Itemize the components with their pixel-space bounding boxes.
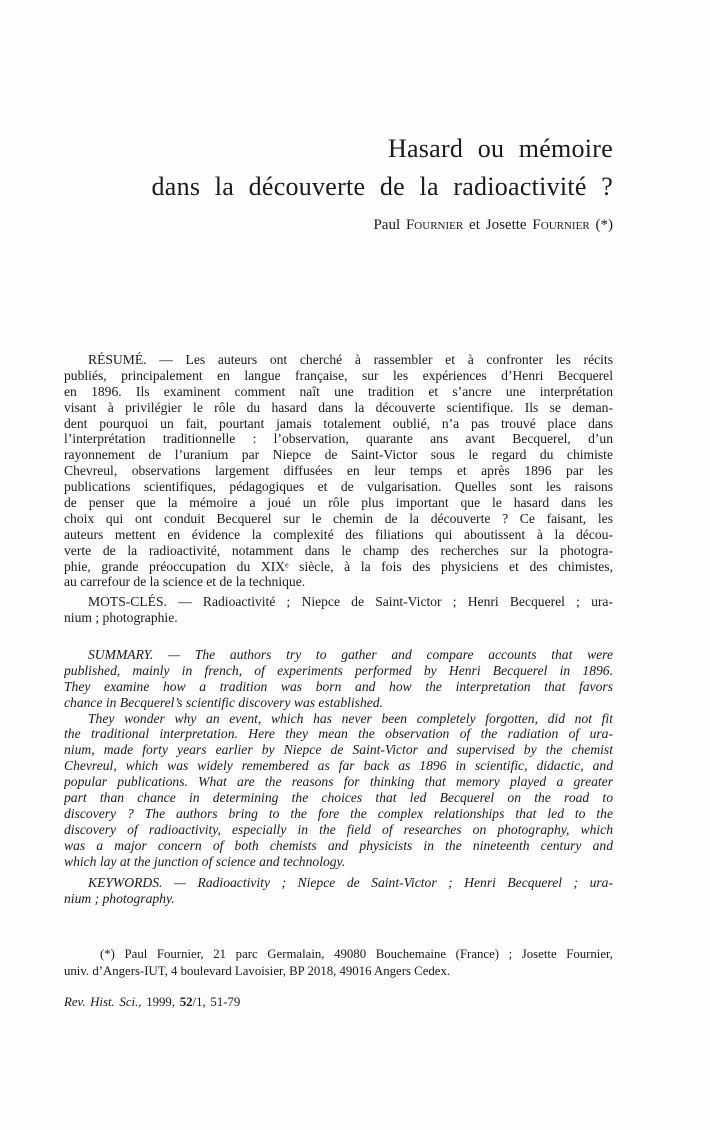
text-line: rayonnement de l’uranium par Niepce de Saint-Victor sous le regard du chimiste <box>64 447 613 463</box>
text-line: univ. d’Angers-IUT, 4 boulevard Lavoisier, BP 2018, 49016 Angers Cedex. <box>64 964 451 978</box>
text-line: visant à privilégier le rôle du hasard dans la découverte scientifique. Ils se deman- <box>64 399 613 415</box>
text-line: l’interprétation traditionnelle : l’observation, quarante ans avant Becquerel, d’un <box>64 431 613 447</box>
author-1-given-name: Paul <box>373 217 406 233</box>
journal-year: 1999, <box>141 995 180 1009</box>
text-line: phie, grande préoccupation du XIXᵉ siècle, à la fois des physiciens et des chimistes, <box>64 558 613 574</box>
article-title <box>64 130 613 206</box>
text-line: KEYWORDS. — Radioactivity ; Niepce de Saint-Victor ; Henri Becquerel ; ura- <box>88 875 613 890</box>
text-line: en 1896. Ils examinent comment naît une tradition et s’ancre une interprétation <box>64 383 613 399</box>
text-line: Chevreul, observations largement diffusées en leur temps et après 1896 par les <box>64 463 613 479</box>
resume-section <box>64 352 613 590</box>
keywords-section <box>64 875 613 907</box>
text-line: the traditional interpretation. Here they mean the observation of the radiation of ura- <box>64 726 613 742</box>
summary-section <box>64 647 613 869</box>
summary-paragraph-2 <box>64 711 613 870</box>
text-line: publiés, principalement en langue française, sur les expériences d’Henri Becquerel <box>64 367 613 383</box>
author-1-surname: Fournier <box>405 217 464 233</box>
text-line: nium ; photography. <box>64 890 175 906</box>
article-title-line-2: dans la découverte de la radioactivité ? <box>151 172 613 201</box>
text-line: publications scientifiques, pédagogiques et de vulgarisation. Quelles sont les raisons <box>64 479 613 495</box>
text-line: de penser que la mémoire a joué un rôle plus important que le hasard dans les <box>64 495 613 511</box>
text-line: chance in Becquerel’s scientific discovery was established. <box>64 694 383 710</box>
text-line: discovery of radioactivity, especially in the field of researches on photography, which <box>64 821 613 837</box>
text-line: discovery ? The authors bring to the fore the complex relationships that led to the <box>64 805 613 821</box>
text-line: dent pourquoi un fait, pourtant jamais totalement oublié, n’a pas trouvé place dans <box>64 415 613 431</box>
text-line: (*) Paul Fournier, 21 parc Germalain, 49080 Bouchemaine (France) ; Josette Fournier, <box>100 947 613 961</box>
footnote <box>64 946 613 980</box>
text-line: SUMMARY. — The authors try to gather and compare accounts that were <box>88 647 613 662</box>
mots-cles-section <box>64 594 613 626</box>
text-line: au carrefour de la science et de la technique. <box>64 574 306 590</box>
summary-paragraph-1 <box>64 647 613 711</box>
journal-issue-pages: /1, 51-79 <box>192 995 241 1009</box>
text-line: which lay at the junction of science and technology. <box>64 853 346 869</box>
text-line: verte de la radioactivité, notamment dans le champ des recherches sur la photogra- <box>64 542 613 558</box>
text-line: choix qui ont conduit Becquerel sur le chemin de la découverte ? Ce faisant, les <box>64 510 613 526</box>
authors-line <box>64 217 613 234</box>
text-line: nium, made forty years earlier by Niepce de Saint-Victor and supervised by the chemist <box>64 742 613 758</box>
article-title-line-1: Hasard ou mémoire <box>387 134 613 163</box>
text-line: RÉSUMÉ. — Les auteurs ont cherché à rassembler et à confronter les récits <box>88 352 613 367</box>
authors-conjunction: et <box>463 217 486 233</box>
journal-reference <box>64 995 613 1010</box>
text-line: Chevreul, which was widely remembered as far back as 1896 in scientific, didactic, and <box>64 758 613 774</box>
journal-name: Rev. Hist. Sci., <box>64 995 142 1009</box>
text-line: part than chance in determining the choices that led Becquerel on the road to <box>64 790 613 806</box>
text-line: nium ; photographie. <box>64 609 178 625</box>
text-line: MOTS-CLÉS. — Radioactivité ; Niepce de Saint-Victor ; Henri Becquerel ; ura- <box>88 594 613 609</box>
author-2-given-name: Josette <box>485 217 533 233</box>
author-2-surname: Fournier <box>532 217 590 233</box>
authors-footnote-marker: (*) <box>589 217 613 233</box>
text-line: They examine how a tradition was born and how the interpretation that favors <box>64 678 613 694</box>
text-line: was a major concern of both chemists and physicists in the nineteenth century and <box>64 837 613 853</box>
journal-volume: 52 <box>179 995 193 1009</box>
text-line: They wonder why an event, which has never been completely forgotten, did not fit <box>88 710 613 726</box>
text-line: auteurs mettent en évidence la complexité des filiations qui aboutissent à la décou- <box>64 526 613 542</box>
text-line: popular publications. What are the reasons for thinking that memory played a greater <box>64 774 613 790</box>
text-line: published, mainly in french, of experiments performed by Henri Becquerel in 1896. <box>64 662 613 678</box>
